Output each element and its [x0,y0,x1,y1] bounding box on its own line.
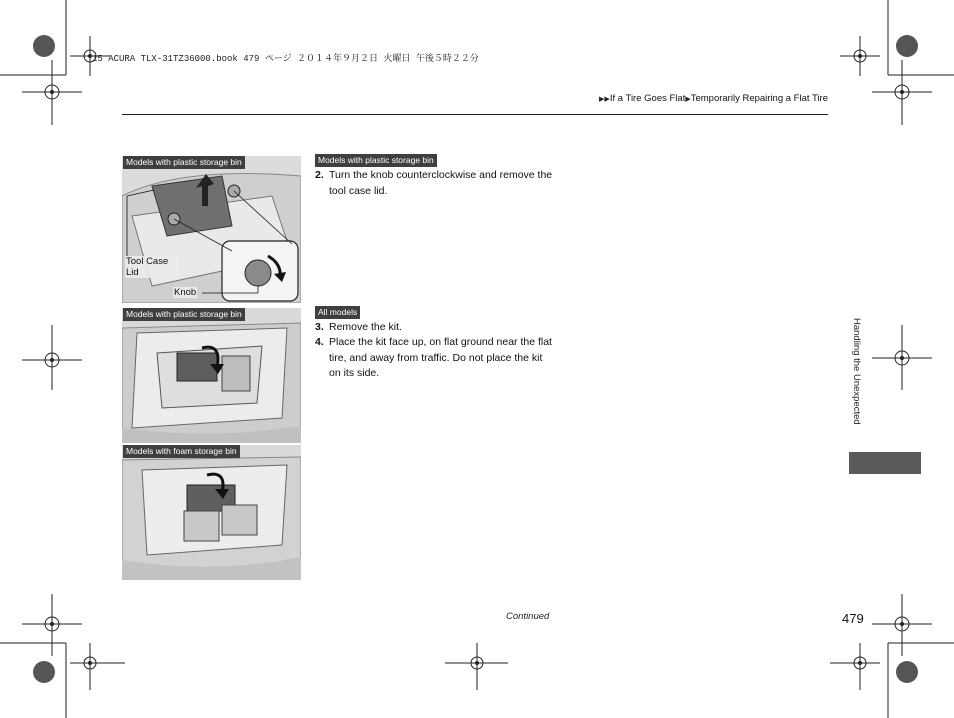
chapter-tab [849,452,921,474]
figure-tool-case-lid [122,156,301,303]
print-header: 15 ACURA TLX-31TZ36000.book 479 ページ ２０１４年９月２日 火曜日 午後５時２２分 [92,54,479,64]
continued-note: Continued [506,611,550,622]
step-text: Turn the knob counterclockwise and remove the tool case lid. [329,169,553,197]
section-tag: All models [315,306,360,319]
figure-remove-kit-plastic [122,308,301,443]
knob-label: Knob [174,287,197,298]
figure-remove-kit-foam [122,445,301,580]
breadcrumb-arrow-icon: ▶ [685,96,691,103]
breadcrumb-arrow-icon: ▶▶ [599,96,610,103]
step-number: 2. [315,169,324,181]
step-text: Remove the kit. [329,321,402,333]
chapter-side-label-text: Handling the Unexpected [851,318,862,425]
section-tag: Models with plastic storage bin [315,154,437,167]
trunk-illustration [122,308,301,443]
step-number: 4. [315,336,324,348]
header-rule [122,114,828,115]
tool-case-lid-label: Tool Case Lid [125,256,179,278]
figure-tag: Models with foam storage bin [123,445,240,458]
step-number: 3. [315,321,324,333]
page-number: 479 [842,611,864,626]
breadcrumb-item: Temporarily Repairing a Flat Tire [690,93,828,104]
chapter-side-label [848,318,862,448]
step-2 [315,168,555,199]
trunk-illustration [122,156,301,303]
breadcrumb [599,93,828,104]
figure-tag: Models with plastic storage bin [123,308,245,321]
step-4 [315,335,555,382]
trunk-illustration [122,445,301,580]
step-text: Place the kit face up, on flat ground near the flat tire, and away from traffic. Do not place the kit on its side. [329,336,552,379]
step-3 [315,320,555,336]
breadcrumb-item: If a Tire Goes Flat [609,93,686,104]
figure-tag: Models with plastic storage bin [123,156,245,169]
